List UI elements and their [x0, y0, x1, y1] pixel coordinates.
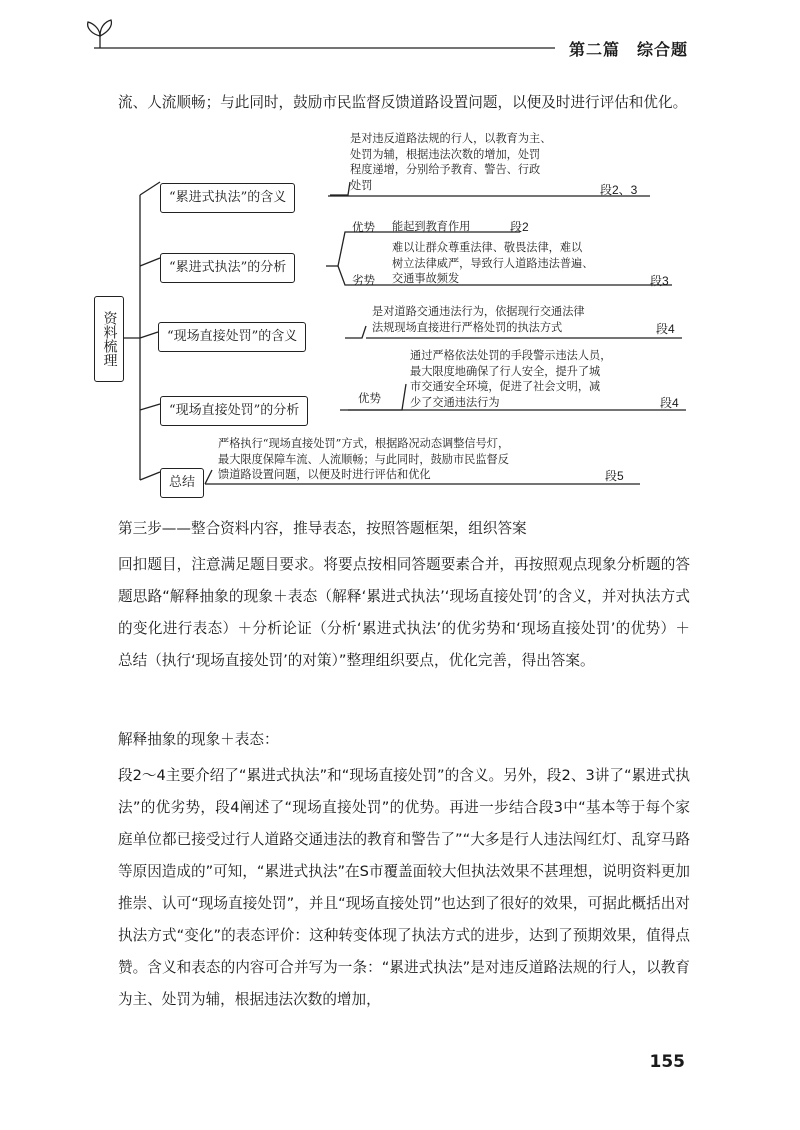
section-title: 第二篇 综合题 — [568, 40, 688, 59]
branch-label-5: 总结 — [160, 468, 204, 498]
branch-2-tag-disadvantage: 劣势 — [352, 273, 375, 287]
paragraph-3 — [118, 760, 690, 1016]
page-number: 155 — [649, 1052, 685, 1072]
branch-note-3: 是对道路交通违法行为，依据现行交通法律 法规现场直接进行严格处罚的执法方式 — [372, 305, 585, 334]
branch-label-1: “累进式执法”的含义 — [160, 183, 295, 213]
branch-ref-1: 段2、3 — [600, 183, 638, 197]
paragraph-2: 解释抽象的现象＋表态： — [118, 731, 279, 748]
branch-ref-4: 段4 — [660, 396, 679, 410]
mindmap-root: 资料梳理 — [94, 296, 124, 382]
step3-title: 第三步——整合资料内容，推导表态，按照答题框架，组织答案 — [118, 520, 527, 537]
branch-2-advantage-ref: 段2 — [510, 220, 529, 234]
mindmap — [0, 0, 800, 500]
branch-2-disadvantage-note: 难以让群众尊重法律、敬畏法律，难以 树立法律威严，导致行人道路违法普遍、 交通事故频发 — [392, 241, 594, 285]
intro-line: 流、人流顺畅；与此同时，鼓励市民监督反馈道路设置问题，以便及时进行评估和优化。 — [118, 94, 688, 111]
paragraph-1-text: 回扣题目，注意满足题目要求。将要点按相同答题要素合并，再按照观点现象分析题的答题思路“解释抽象的现象＋表态（解释‘累进式执法’‘现场直接处罚’的含义，并对执法方式的变化进行表态）＋分析论证（分析‘累进式执法’的优劣势和‘现场直接处罚’的优势）＋总结（执行‘现场直接处罚’的对策）”整理组织要点，优化完善，得出答案。 — [118, 556, 690, 669]
paragraph-3-text: 段2～4主要介绍了“累进式执法”和“现场直接处罚”的含义。另外，段2、3讲了“累进式执法”的优劣势，段4阐述了“现场直接处罚”的优势。再进一步结合段3中“基本等于每个家庭单位都已接受过行人道路交通违法的教育和警告了”“大多是行人违法闯红灯、乱穿马路等原因造成的”可知，“累进式执法”在S市覆盖面较大但执法效果不甚理想，说明资料更加推崇、认可“现场直接处罚”，并且“现场直接处罚”也达到了很好的效果，可据此概括出对执法方式“变化”的表态评价：这种转变体现了执法方式的进步，达到了预期效果，值得点赞。含义和表态的内容可合并写为一条：“累进式执法”是对违反道路法规的行人，以教育为主、处罚为辅，根据违法次数的增加， — [118, 767, 690, 1008]
branch-label-4: “现场直接处罚”的分析 — [160, 396, 308, 426]
branch-2-advantage-note: 能起到教育作用 — [392, 220, 471, 233]
branch-note-4: 通过严格依法处罚的手段警示违法人员， 最大限度地确保了行人安全，提升了城 市交通安全环境，促进了社会文明，减 少了交通违法行为 — [410, 349, 612, 409]
paragraph-1 — [118, 549, 690, 677]
branch-note-1: 是对违反道路法规的行人，以教育为主、 处罚为辅，根据违法次数的增加，处罚 程度递增，分别给予教育、警告、行政 处罚 — [350, 132, 552, 192]
branch-2-disadvantage-ref: 段3 — [650, 274, 669, 288]
branch-2-tag-advantage: 优势 — [352, 220, 375, 234]
branch-label-2: “累进式执法”的分析 — [160, 253, 295, 283]
branch-note-5: 严格执行“现场直接处罚”方式，根据路况动态调整信号灯， 最大限度保障车流、人流顺畅；与此同时，鼓励市民监督反 馈道路设置问题，以便及时进行评估和优化 — [218, 437, 510, 481]
branch-label-3: “现场直接处罚”的含义 — [158, 322, 306, 352]
branch-4-tag-advantage: 优势 — [358, 391, 381, 405]
branch-ref-5: 段5 — [605, 469, 624, 483]
branch-ref-3: 段4 — [656, 322, 675, 336]
